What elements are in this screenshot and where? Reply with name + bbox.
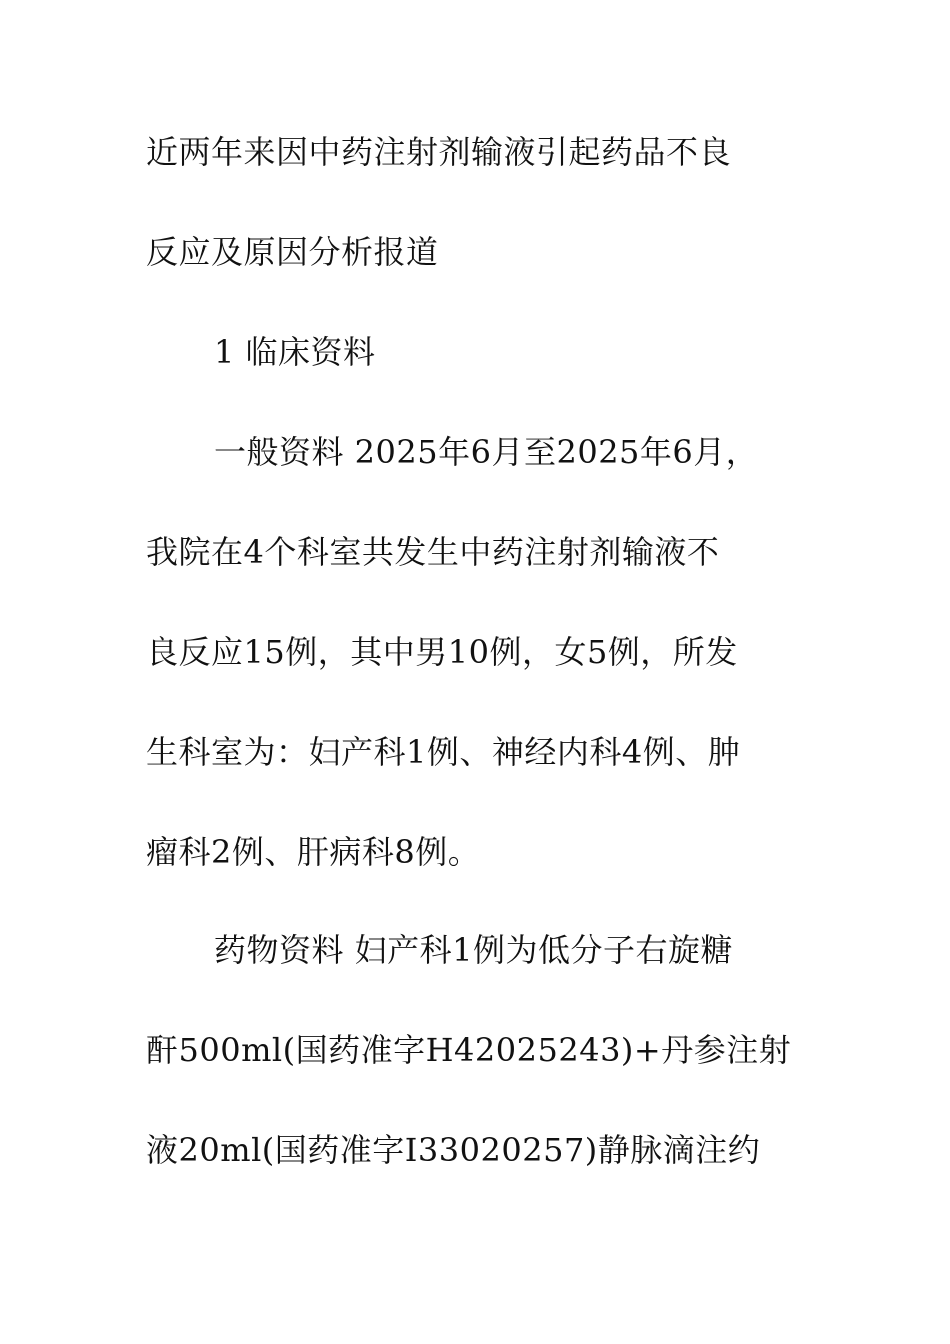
title-line-2: 反应及原因分析报道 (146, 233, 439, 271)
section-heading: 1 临床资料 (214, 333, 376, 371)
paragraph-2-line-3: 液20ml(国药准字I33020257)静脉滴注约 (146, 1131, 761, 1169)
paragraph-1-line-1: 一般资料 2025年6月至2025年6月， (214, 433, 759, 471)
title-line-1: 近两年来因中药注射剂输液引起药品不良 (146, 133, 732, 171)
paragraph-2-line-2: 酐500ml(国药准字H42025243)+丹参注射 (146, 1031, 792, 1069)
paragraph-2-line-1: 药物资料 妇产科1例为低分子右旋糖 (214, 931, 734, 969)
paragraph-1-line-3: 良反应15例，其中男10例，女5例，所发 (146, 633, 738, 671)
paragraph-1-line-5: 瘤科2例、肝病科8例。 (146, 833, 481, 871)
paragraph-1-line-2: 我院在4个科室共发生中药注射剂输液不 (146, 533, 720, 571)
paragraph-1-line-4: 生科室为：妇产科1例、神经内科4例、肿 (146, 733, 741, 771)
